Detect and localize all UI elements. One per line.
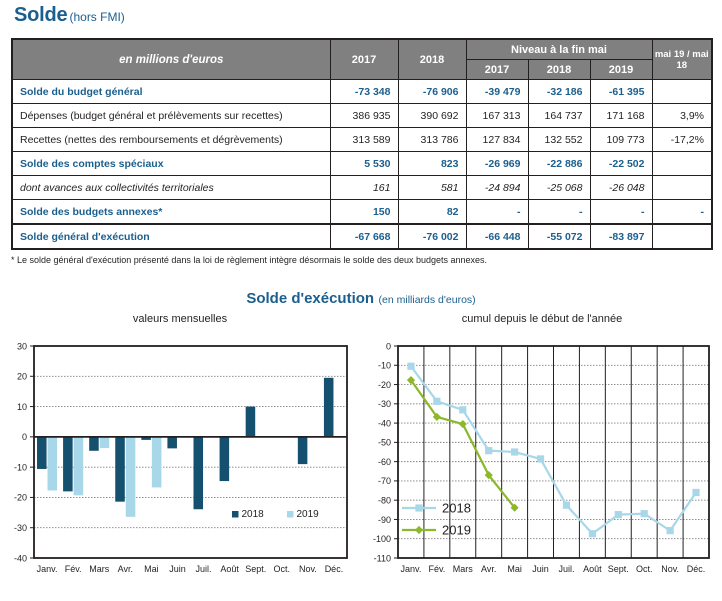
x-tick-label: Juil. (558, 564, 575, 574)
cell-niveau-2018: - (528, 200, 590, 225)
bar-2018-Juil. (194, 437, 204, 509)
header-col-2018: 2018 (398, 39, 466, 80)
bar-2018-Nov. (298, 437, 308, 464)
cell-2018: 390 692 (398, 104, 466, 128)
header-label-col: en millions d'euros (12, 39, 330, 80)
cell-ratio (652, 80, 712, 104)
bar-2019-Mars (100, 437, 110, 448)
cell-2017: 5 530 (330, 152, 398, 176)
y-tick-label: -10 (13, 462, 27, 473)
cell-ratio (652, 152, 712, 176)
y-tick-label: -40 (377, 418, 391, 429)
x-tick-label: Sept. (607, 564, 629, 574)
cell-niveau-2018: 164 737 (528, 104, 590, 128)
cell-ratio: - (652, 200, 712, 225)
cell-niveau-2018: 132 552 (528, 128, 590, 152)
y-tick-label: 30 (16, 341, 27, 352)
cell-niveau-2017: -26 969 (466, 152, 528, 176)
x-tick-label: Août (220, 564, 239, 574)
x-tick-label: Nov. (661, 564, 680, 574)
table-row (12, 104, 712, 128)
row-label: Solde général d'exécution (12, 224, 330, 249)
x-tick-label: Janv. (400, 564, 422, 574)
cell-2017: 386 935 (330, 104, 398, 128)
y-tick-label: -10 (377, 360, 391, 371)
marker-2018-2 (459, 406, 466, 413)
cell-niveau-2017: -66 448 (466, 224, 528, 249)
marker-2018-9 (641, 510, 648, 517)
y-tick-label: -60 (377, 456, 391, 467)
table-head (12, 39, 712, 80)
line-series-2019 (411, 380, 515, 508)
table-row (12, 176, 712, 200)
marker-2018-3 (485, 447, 492, 454)
cell-niveau-2017: - (466, 200, 528, 225)
marker-2018-10 (667, 527, 674, 534)
cell-2018: 313 786 (398, 128, 466, 152)
header-ratio-col: mai 19 / mai 18 (652, 39, 712, 80)
solde-table (11, 38, 713, 250)
y-tick-label: -70 (377, 476, 391, 487)
marker-2018-5 (537, 455, 544, 462)
bar-chart-subtitle: valeurs mensuelles (132, 313, 228, 325)
x-tick-label: Juin (169, 564, 186, 574)
y-tick-label: -30 (377, 399, 391, 410)
cell-2017: -67 668 (330, 224, 398, 249)
cell-2018: 581 (398, 176, 466, 200)
bar-2018-Janv. (37, 437, 47, 469)
bar-2018-Août (220, 437, 230, 481)
x-tick-label: Oct. (273, 564, 291, 574)
cell-2017: -73 348 (330, 80, 398, 104)
header-niveau-2018: 2018 (528, 60, 590, 80)
x-tick-label: Sept. (245, 564, 267, 574)
x-tick-label: Déc. (686, 564, 706, 574)
marker-2018-4 (511, 448, 518, 455)
legend-label-2019: 2019 (442, 522, 471, 538)
marker-2018-11 (692, 489, 699, 496)
cell-2018: -76 002 (398, 224, 466, 249)
charts-title-sub: (en milliards d'euros) (378, 294, 476, 306)
bar-2019-Avr. (126, 437, 136, 517)
y-tick-label: 0 (385, 341, 391, 352)
legend-marker-2018 (415, 504, 422, 511)
table-row (12, 200, 712, 225)
legend-swatch-2018 (232, 511, 239, 518)
cell-ratio: -17,2% (652, 128, 712, 152)
row-label: Solde des comptes spéciaux (12, 152, 330, 176)
x-tick-label: Nov. (298, 564, 317, 574)
x-tick-label: Juin (532, 564, 549, 574)
cell-niveau-2019: -61 395 (590, 80, 652, 104)
marker-2018-8 (615, 511, 622, 518)
cell-niveau-2017: 127 834 (466, 128, 528, 152)
line-chart (362, 336, 722, 601)
cell-niveau-2017: -39 479 (466, 80, 528, 104)
marker-2018-1 (433, 398, 440, 405)
x-tick-label: Fév. (64, 564, 82, 574)
x-tick-label: Mars (89, 564, 110, 574)
x-tick-label: Janv. (36, 564, 58, 574)
x-tick-label: Fév. (428, 564, 446, 574)
y-tick-label: -80 (377, 495, 391, 506)
row-label: Solde du budget général (12, 80, 330, 104)
cell-niveau-2018: -32 186 (528, 80, 590, 104)
x-tick-label: Août (583, 564, 602, 574)
cell-niveau-2018: -22 886 (528, 152, 590, 176)
header-niveau-2019: 2019 (590, 60, 652, 80)
bar-2018-Fév. (63, 437, 73, 492)
legend-label-2018: 2018 (241, 509, 264, 520)
cell-niveau-2019: 171 168 (590, 104, 652, 128)
charts-title (0, 290, 722, 308)
bar-2019-Janv. (48, 437, 58, 491)
page-title-main: Solde (14, 4, 68, 26)
cell-niveau-2018: -55 072 (528, 224, 590, 249)
cell-2018: -76 906 (398, 80, 466, 104)
marker-2019-2 (459, 420, 467, 428)
table-row (12, 128, 712, 152)
table-footnote: * Le solde général d'exécution présenté dans la loi de règlement intègre désormais le solde des deux budgets annexes. (11, 255, 488, 265)
y-tick-label: -100 (372, 534, 391, 545)
x-tick-label: Juil. (195, 564, 212, 574)
cell-2017: 161 (330, 176, 398, 200)
y-tick-label: 0 (21, 432, 27, 443)
cell-niveau-2019: 109 773 (590, 128, 652, 152)
marker-2018-0 (407, 363, 414, 370)
cell-ratio (652, 176, 712, 200)
table-body (12, 80, 712, 250)
y-tick-label: -30 (13, 523, 27, 534)
bar-2018-Déc. (324, 378, 334, 437)
marker-2018-7 (589, 530, 596, 537)
cell-2017: 150 (330, 200, 398, 225)
cell-ratio (652, 224, 712, 249)
y-tick-label: 10 (16, 401, 27, 412)
cell-ratio: 3,9% (652, 104, 712, 128)
x-tick-label: Avr. (481, 564, 497, 574)
x-tick-label: Mai (144, 564, 159, 574)
bar-2019-Mai (152, 437, 162, 488)
y-tick-label: -50 (377, 437, 391, 448)
cell-niveau-2019: -83 897 (590, 224, 652, 249)
cell-niveau-2019: - (590, 200, 652, 225)
legend-label-2018: 2018 (442, 500, 471, 516)
cell-niveau-2017: 167 313 (466, 104, 528, 128)
x-tick-label: Déc. (324, 564, 344, 574)
cell-niveau-2019: -22 502 (590, 152, 652, 176)
y-tick-label: -90 (377, 514, 391, 525)
marker-2018-6 (563, 502, 570, 509)
row-label: dont avances aux collectivités territoriales (12, 176, 330, 200)
line-chart-subtitle: cumul depuis le début de l'année (461, 313, 623, 325)
bar-2018-Juin (167, 437, 177, 449)
bar-2018-Avr. (115, 437, 125, 502)
y-tick-label: -20 (377, 379, 391, 390)
page-title (14, 4, 125, 27)
charts-title-main: Solde d'exécution (246, 290, 375, 307)
table-row (12, 224, 712, 249)
x-tick-label: Oct. (635, 564, 653, 574)
page-title-sub: (hors FMI) (69, 10, 125, 24)
bar-chart (0, 336, 360, 601)
y-tick-label: -20 (13, 492, 27, 503)
row-label: Recettes (nettes des remboursements et dégrèvements) (12, 128, 330, 152)
cell-2017: 313 589 (330, 128, 398, 152)
header-col-2017: 2017 (330, 39, 398, 80)
row-label: Solde des budgets annexes* (12, 200, 330, 225)
y-tick-label: 20 (16, 371, 27, 382)
cell-niveau-2019: -26 048 (590, 176, 652, 200)
legend-label-2019: 2019 (296, 509, 319, 520)
bar-2018-Sept. (246, 407, 256, 437)
y-tick-label: -40 (13, 553, 27, 564)
legend-marker-2019 (415, 526, 423, 534)
cell-niveau-2018: -25 068 (528, 176, 590, 200)
cell-2018: 823 (398, 152, 466, 176)
table-row (12, 152, 712, 176)
x-tick-label: Mai (507, 564, 522, 574)
cell-2018: 82 (398, 200, 466, 225)
table-header-row-1 (12, 39, 712, 60)
header-group-niveau: Niveau à la fin mai (466, 39, 652, 60)
bar-2018-Mars (89, 437, 99, 451)
x-tick-label: Avr. (117, 564, 133, 574)
x-tick-label: Mars (452, 564, 473, 574)
legend-swatch-2019 (287, 511, 294, 518)
table-row (12, 80, 712, 104)
row-label: Dépenses (budget général et prélèvements sur recettes) (12, 104, 330, 128)
bar-2019-Fév. (74, 437, 84, 495)
cell-niveau-2017: -24 894 (466, 176, 528, 200)
header-niveau-2017: 2017 (466, 60, 528, 80)
y-tick-label: -110 (373, 553, 391, 564)
